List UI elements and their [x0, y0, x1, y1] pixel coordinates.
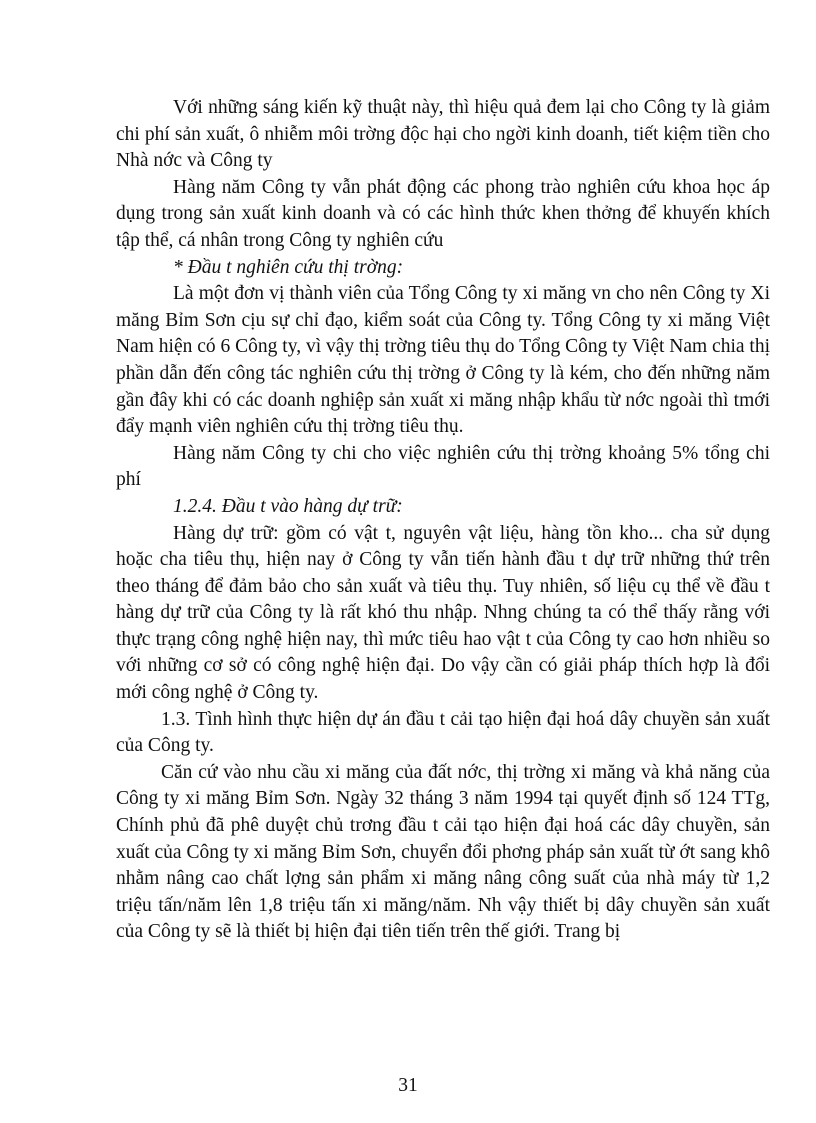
paragraph-project-implementation: Căn cứ vào nhu cầu xi măng của đất nớc, thị trờng xi măng và khả năng của Công ty xi măng Bỉm Sơn. Ngày 32 tháng 3 năm 1994 tại quyết định số 124 TTg, Chính phủ đã phê duyệt chủ trơng đầu t cải tạo hiện đại hoá các dây chuyền, sản xuất của Công ty xi măng Bỉm Sơn, chuyển đổi phơng pháp sản xuất từ ớt sang khô nhằm nâng cao chất lợng sản phẩm xi măng nâng công suất của nhà máy từ 1,2 triệu tấn/năm lên 1,8 triệu tấn xi măng/năm. Nh vậy thiết bị dây chuyền sản xuất của Công ty sẽ là thiết bị hiện đại tiên tiến trên thế giới. Trang bị	[116, 761, 770, 943]
paragraph-market-research-budget: Hàng năm Công ty chi cho việc nghiên cứu thị trờng khoảng 5% tổng chi phí	[116, 442, 770, 491]
paragraph-market-research: Là một đơn vị thành viên của Tổng Công ty xi măng vn cho nên Công ty Xi măng Bỉm Sơn cịu sự chỉ đạo, kiểm soát của Công ty. Tổng Công ty xi măng Việt Nam hiện có 6 Công ty, vì vậy thị trờng tiêu thụ do Tổng Công ty Việt Nam chia thị phần dẫn đến công tác nghiên cứu thị trờng ở Công ty là kém, cho đến những năm gần đây khi có các doanh nghiệp sản xuất xi măng nhập khẩu từ nớc ngoài thì tmới đẩy mạnh viên nghiên cứu thị trờng tiêu thụ.	[116, 283, 770, 438]
page-number: 31	[398, 1075, 418, 1096]
paragraph-research-movement: Hàng năm Công ty vẫn phát động các phong trào nghiên cứu khoa học áp dụng trong sản xuất kinh doanh và có các hình thức khen thởng để khuyến khích tập thể, cá nhân trong Công ty nghiên cứu	[116, 176, 770, 251]
heading-market-research: * Đầu t nghiên cứu thị trờng:	[173, 256, 404, 278]
heading-inventory-investment: 1.2.4. Đầu t vào hàng dự trữ:	[173, 495, 403, 517]
section-heading-1-3: 1.3. Tình hình thực hiện dự án đầu t cải tạo hiện đại hoá dây chuyền sản xuất của Công ty.	[116, 708, 770, 757]
body-text	[116, 95, 770, 946]
paragraph-technical-initiatives: Với những sáng kiến kỹ thuật này, thì hiệu quả đem lại cho Công ty là giảm chi phí sản xuất, ô nhiễm môi trờng độc hại cho ngời kinh doanh, tiết kiệm tiền cho Nhà nớc và Công ty	[116, 97, 770, 172]
paragraph-inventory: Hàng dự trữ: gồm có vật t, nguyên vật liệu, hàng tồn kho... cha sử dụng hoặc cha tiêu thụ, hiện nay ở Công ty vẫn tiến hành đầu t dự trữ những thứ trên theo tháng để đảm bảo cho sản xuất và tiêu thụ. Tuy nhiên, số liệu cụ thể về đầu t hàng dự trữ của Công ty là rất khó thu nhập. Nhng chúng ta có thể thấy rằng với thực trạng công nghệ hiện nay, thì mức tiêu hao vật t của Công ty cao hơn nhiều so với những cơ sở có công nghệ hiện đại. Do vậy cần có giải pháp thích hợp là đổi mới công nghệ ở Công ty.	[116, 522, 770, 704]
